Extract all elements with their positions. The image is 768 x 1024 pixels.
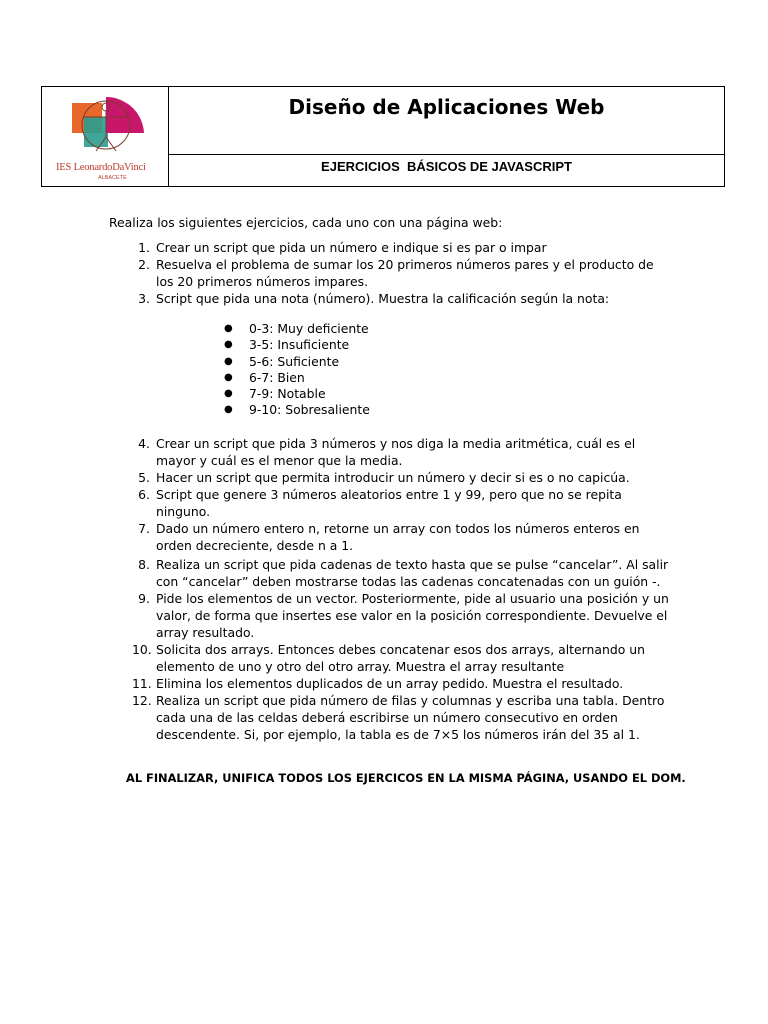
intro-text: Realiza los siguientes ejercicios, cada uno con una página web: [109, 215, 503, 230]
item-text: Realiza un script que pida cadenas de texto hasta que se pulse “cancelar”. Al salir con “cancelar” deben mostrarse todas las cadenas concatenadas con un guión -. [156, 556, 669, 589]
item-number: 5. [138, 469, 150, 485]
logo-name: IES LeonardoDaVinci [56, 162, 146, 173]
grade-text: 5-6: Suficiente [249, 353, 340, 369]
list-item [156, 321, 669, 337]
bullet-icon: ● [224, 339, 233, 351]
grade-text: 9-10: Sobresaliente [249, 402, 370, 418]
list-item [109, 435, 669, 469]
vitruvian-logo-icon [72, 93, 152, 159]
item-number: 10. [132, 641, 152, 657]
list-item [156, 370, 669, 386]
list-item [109, 556, 669, 590]
item-text: Script que pida una nota (número). Muestra la calificación según la nota: [156, 291, 610, 306]
item-number: 2. [138, 257, 150, 272]
logo-magenta-arc [106, 97, 144, 133]
item-number: 1. [138, 240, 150, 255]
logo-city: ALBACETE [98, 175, 127, 181]
item-number: 3. [138, 291, 150, 306]
exercise-list [109, 239, 669, 743]
document-header [41, 86, 725, 187]
list-item [109, 675, 669, 692]
item-number: 7. [138, 520, 150, 536]
item-number: 6. [138, 486, 150, 502]
final-instruction: AL FINALIZAR, UNIFICA TODOS LOS EJERCICOS EN LA MISMA PÁGINA, USANDO EL DOM. [126, 771, 686, 785]
grade-text: 6-7: Bien [249, 369, 305, 385]
grade-text: 0-3: Muy deficiente [249, 321, 369, 336]
bullet-icon: ● [224, 404, 233, 416]
grades-list [156, 321, 669, 419]
list-item [109, 590, 669, 641]
list-item [156, 402, 669, 418]
item-text: Script que genere 3 números aleatorios entre 1 y 99, pero que no se repita ninguno. [156, 486, 622, 519]
school-logo [42, 87, 169, 186]
title-row [169, 87, 724, 155]
item-text: Pide los elementos de un vector. Posteriormente, pide al usuario una posición y un valor, de forma que insertes ese valor en la posición correspondiente. Devuelve el array resultado. [156, 590, 669, 640]
list-item [156, 337, 669, 353]
item-number: 11. [132, 675, 152, 691]
item-text: Solicita dos arrays. Entonces debes concatenar esos dos arrays, alternando un elemento de uno y otro del otro array. Muestra el array resultante [156, 641, 645, 674]
list-item [156, 386, 669, 402]
list-item [109, 469, 669, 486]
logo-teal-square [84, 117, 108, 147]
item-text: Realiza un script que pida número de filas y columnas y escriba una tabla. Dentro cada una de las celdas deberá escribirse un número consecutivo en orden descendente. Si, por ejemplo, la tabla es de 7×5 los números irán del 35 al 1. [156, 692, 665, 742]
bullet-icon: ● [224, 388, 233, 400]
list-item [109, 256, 669, 290]
list-item [109, 239, 669, 256]
bullet-icon: ● [224, 355, 233, 367]
item-number: 12. [132, 692, 152, 708]
item-text: Hacer un script que permita introducir un número y decir si es o no capicúa. [156, 469, 630, 485]
item-text: Crear un script que pida 3 números y nos diga la media aritmética, cuál es el mayor y cuál es el menor que la media. [156, 435, 636, 468]
item-text: Elimina los elementos duplicados de un array pedido. Muestra el resultado. [156, 675, 624, 691]
grade-text: 3-5: Insuficiente [249, 337, 350, 353]
list-item [109, 641, 669, 675]
list-item [156, 354, 669, 370]
page-subtitle: EJERCICIOS BÁSICOS DE JAVASCRIPT [321, 159, 572, 174]
bullet-icon: ● [224, 371, 233, 383]
item-number: 8. [138, 556, 150, 572]
list-item [109, 486, 669, 520]
item-number: 4. [138, 435, 150, 451]
bullet-icon: ● [224, 323, 233, 334]
grade-text: 7-9: Notable [249, 386, 326, 402]
list-item [109, 290, 669, 419]
item-number: 9. [138, 590, 150, 606]
page-title: Diseño de Aplicaciones Web [288, 95, 605, 119]
list-item [109, 520, 669, 554]
item-text: Resuelva el problema de sumar los 20 primeros números pares y el producto de los 20 primeros números impares. [156, 257, 654, 289]
list-item [109, 692, 669, 743]
title-cell [169, 87, 724, 186]
document-body [109, 214, 669, 743]
item-text: Crear un script que pida un número e indique si es par o impar [156, 240, 547, 255]
item-text: Dado un número entero n, retorne un array con todos los números enteros en orden decreciente, desde n a 1. [156, 520, 640, 553]
subtitle-row [169, 155, 724, 186]
